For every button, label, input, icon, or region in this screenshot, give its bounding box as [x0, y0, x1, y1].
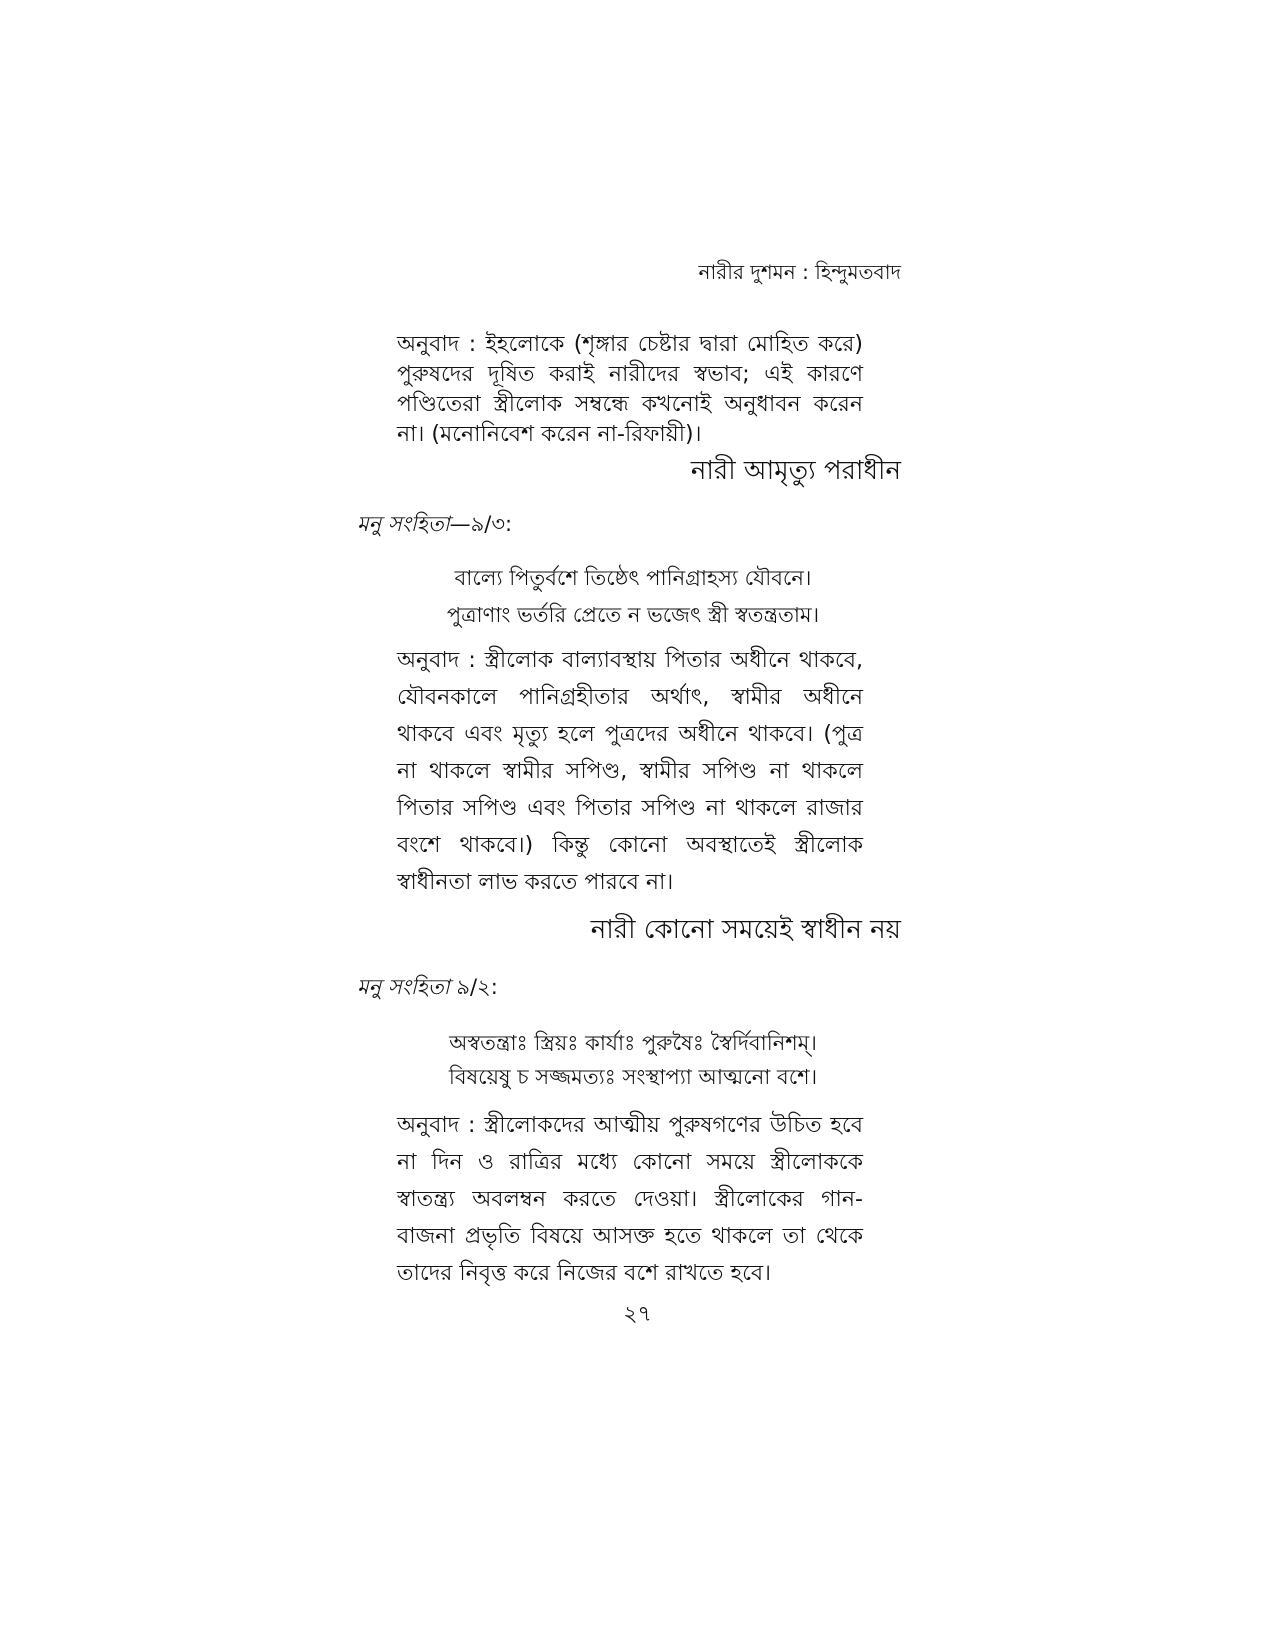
- sanskrit-verse: [400, 560, 866, 634]
- reference-title: মনু সংহিতা: [357, 975, 450, 999]
- running-header: নারীর দুশমন : হিন্দুমতবাদ: [698, 260, 901, 284]
- translation-paragraph: অনুবাদ : স্ত্রীলোকদের আত্মীয় পুরুষগণের উচিত হবে না দিন ও রাত্রির মধ্যে কোনো সময়ে স্ত্রীলোককে স্বাতন্ত্র্য অবলম্বন করতে দেওয়া। স্ত্রীলোকের গান-বাজনা প্রভৃতি বিষয়ে আসক্ত হতে থাকলে তা থেকে তাদের নিবৃত্ত করে নিজের বশে রাখতে হবে।: [397, 1113, 863, 1286]
- verse-line: বাল্যে পিতুর্বশে তিষ্ঠেৎ পানিগ্রাহস্য যৌবনে।: [454, 566, 812, 590]
- reference-number: ৯/২:: [456, 975, 498, 999]
- page-number: ২৭: [623, 1302, 652, 1327]
- verse-line: বিষয়েষু চ সজ্জমত্যঃ সংস্থাপ্যা আত্মনো বশে।: [448, 1065, 818, 1089]
- scripture-reference: [357, 510, 512, 538]
- section-heading: নারী আমৃত্যু পরাধীন: [690, 456, 901, 486]
- sanskrit-verse: [400, 1026, 866, 1094]
- section-heading: নারী কোনো সময়েই স্বাধীন নয়: [590, 915, 901, 945]
- translation-paragraph: অনুবাদ : স্ত্রীলোক বাল্যাবস্থায় পিতার অধীনে থাকবে, যৌবনকালে পানিগ্রহীতার অর্থাৎ, স্বামীর অধীনে থাকবে এবং মৃত্যু হলে পুত্রদের অধীনে থাকবে। (পুত্র না থাকলে স্বামীর সপিণ্ড, স্বামীর সপিণ্ড না থাকলে পিতার সপিণ্ড এবং পিতার সপিণ্ড না থাকলে রাজার বংশে থাকবে।) কিন্তু কোনো অবস্থাতেই স্ত্রীলোক স্বাধীনতা লাভ করতে পারবে না।: [397, 648, 863, 895]
- reference-title: মনু সংহিতা: [357, 512, 450, 536]
- verse-line: অস্বতন্ত্রাঃ স্ত্রিয়ঃ কার্যাঃ পুরুষৈঃ স্বৈর্দিবানিশম্।: [449, 1031, 817, 1055]
- verse-line: পুত্রাণাং ভর্তরি প্রেতে ন ভজেৎ স্ত্রী স্বতন্ত্রতাম।: [446, 603, 820, 627]
- scripture-reference: [357, 973, 498, 1001]
- reference-number: —৯/৩:: [449, 512, 513, 536]
- translation-paragraph: অনুবাদ : ইহলোকে (শৃঙ্গার চেষ্টার দ্বারা মোহিত করে) পুরুষদের দূষিত করাই নারীদের স্বভাব; এই কারণে পণ্ডিতেরা স্ত্রীলোক সম্বন্ধে কখনোই অনুধাবন করেন না। (মনোনিবেশ করেন না-রিফায়ী)।: [397, 332, 863, 447]
